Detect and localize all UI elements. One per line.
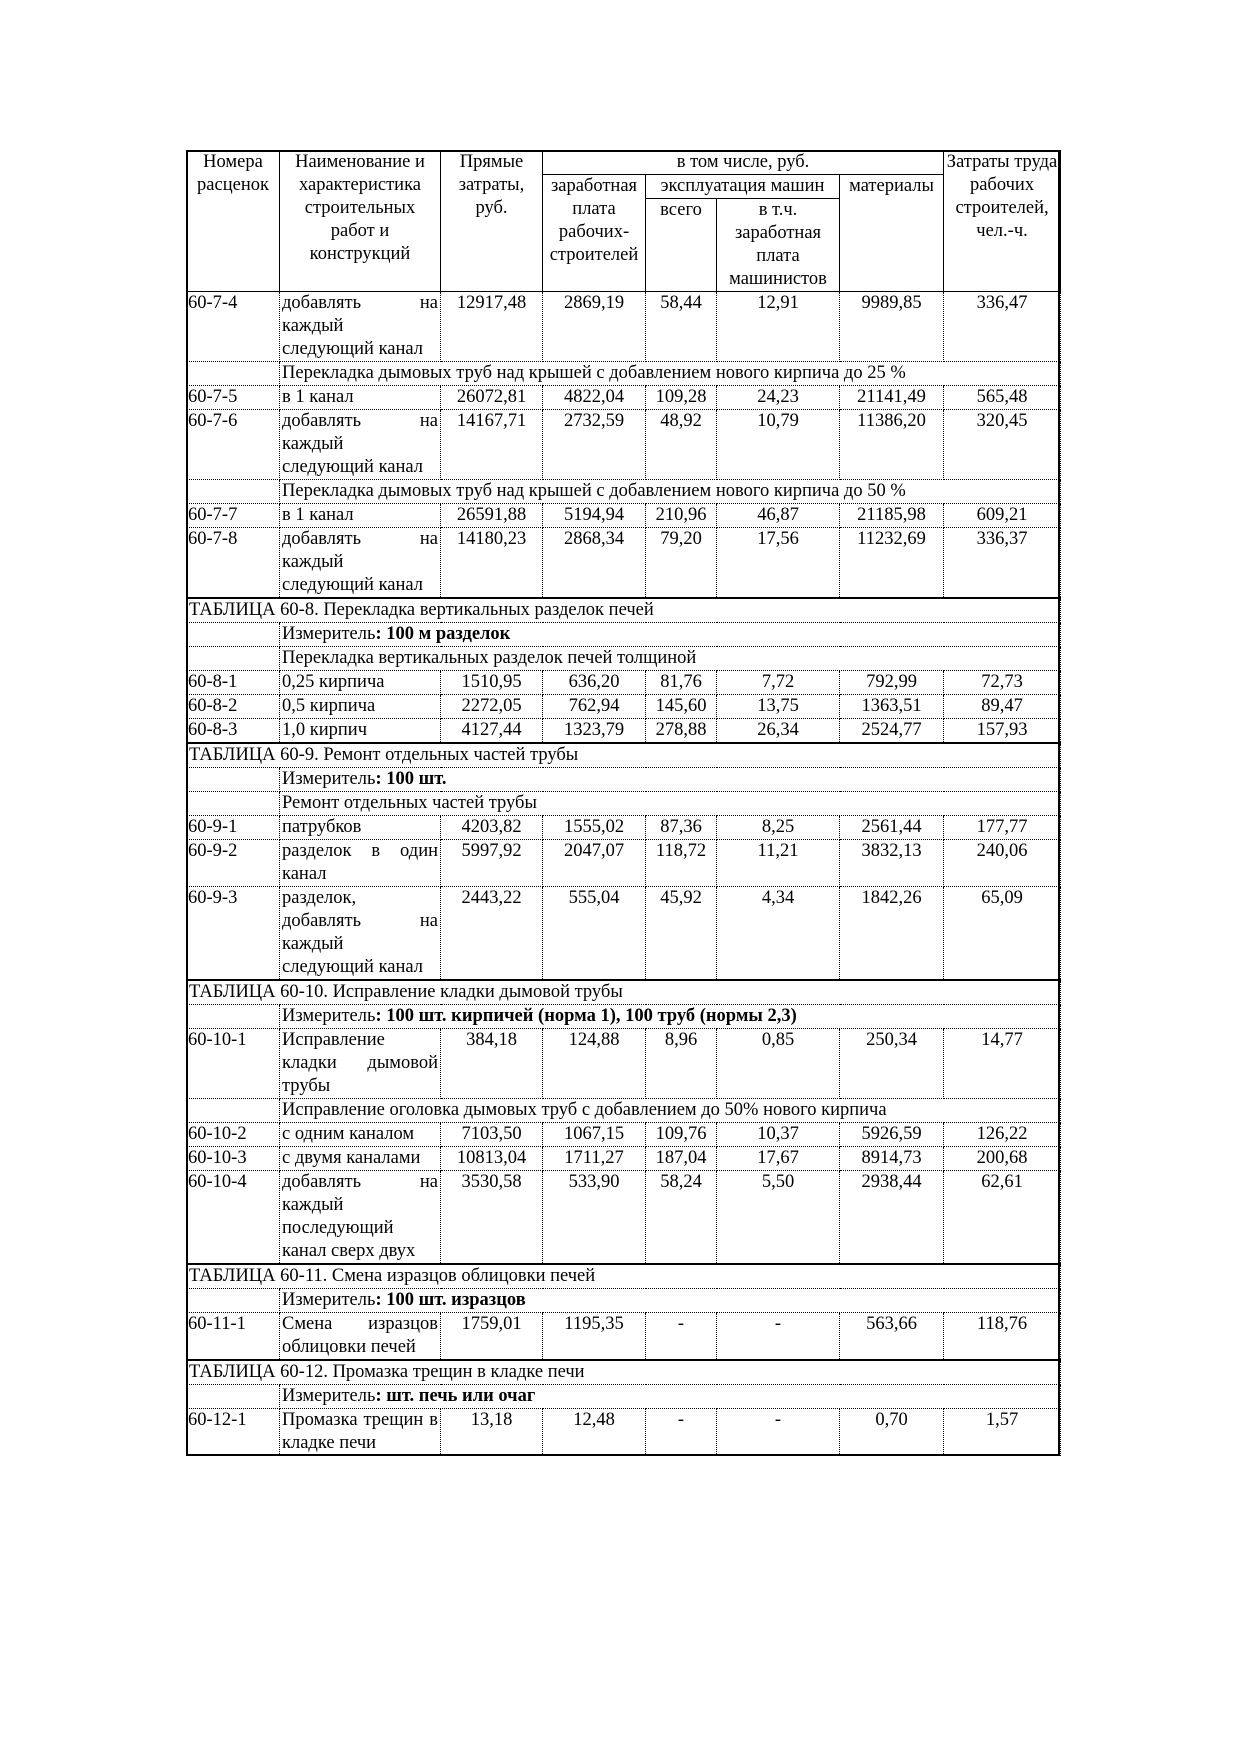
section-title: ТАБЛИЦА 60-10. Исправление кладки дымовой трубы (187, 980, 1061, 1005)
machines-total: 48,92 (646, 410, 717, 480)
table-body (187, 292, 1061, 1456)
measure-row (187, 1385, 1061, 1409)
rate-code: 60-7-5 (187, 386, 280, 410)
materials-cost: 250,34 (840, 1029, 944, 1099)
machinists-wage: 24,23 (717, 386, 840, 410)
worker-wage: 1555,02 (543, 816, 646, 840)
table-row (187, 816, 1061, 840)
direct-costs: 2443,22 (441, 887, 543, 981)
section-title-row (187, 1264, 1061, 1289)
group-spacer (187, 792, 280, 816)
measure-row (187, 1005, 1061, 1029)
machinists-wage: 11,21 (717, 840, 840, 887)
table-row (187, 719, 1061, 744)
header-including: в том числе, руб. (543, 151, 944, 175)
labor-hours: 118,76 (944, 1313, 1061, 1361)
direct-costs: 3530,58 (441, 1171, 543, 1265)
measure-spacer (187, 1005, 280, 1029)
measure-unit (280, 1385, 1061, 1409)
rates-table (186, 150, 1061, 1456)
worker-wage: 2732,59 (543, 410, 646, 480)
labor-hours: 14,77 (944, 1029, 1061, 1099)
work-name: 1,0 кирпич (280, 719, 441, 744)
measure-unit (280, 768, 1061, 792)
measure-label: Измеритель (282, 769, 376, 789)
machines-total: 58,44 (646, 292, 717, 362)
materials-cost: 5926,59 (840, 1123, 944, 1147)
direct-costs: 14167,71 (441, 410, 543, 480)
labor-hours: 565,48 (944, 386, 1061, 410)
machines-total: 79,20 (646, 528, 717, 599)
direct-costs: 384,18 (441, 1029, 543, 1099)
materials-cost: 2561,44 (840, 816, 944, 840)
table-row (187, 671, 1061, 695)
worker-wage: 1195,35 (543, 1313, 646, 1361)
rate-code: 60-11-1 (187, 1313, 280, 1361)
labor-hours: 65,09 (944, 887, 1061, 981)
worker-wage: 762,94 (543, 695, 646, 719)
section-title: ТАБЛИЦА 60-9. Ремонт отдельных частей трубы (187, 743, 1061, 768)
direct-costs: 1759,01 (441, 1313, 543, 1361)
group-heading-row (187, 792, 1061, 816)
materials-cost: 11232,69 (840, 528, 944, 599)
machinists-wage: 13,75 (717, 695, 840, 719)
group-heading: Перекладка дымовых труб над крышей с добавлением нового кирпича до 50 % (280, 480, 1061, 504)
direct-costs: 26591,88 (441, 504, 543, 528)
materials-cost: 1363,51 (840, 695, 944, 719)
table-row (187, 1123, 1061, 1147)
rate-code: 60-8-1 (187, 671, 280, 695)
machinists-wage: 10,79 (717, 410, 840, 480)
rate-code: 60-9-1 (187, 816, 280, 840)
work-name: в 1 канал (280, 504, 441, 528)
work-name: добавлять на каждый следующий канал (280, 410, 441, 480)
machinists-wage: 0,85 (717, 1029, 840, 1099)
table-row (187, 1409, 1061, 1456)
worker-wage: 2868,34 (543, 528, 646, 599)
group-heading: Перекладка дымовых труб над крышей с добавлением нового кирпича до 25 % (280, 362, 1061, 386)
header-code: Номера расценок (187, 151, 280, 292)
measure-unit (280, 623, 1061, 647)
labor-hours: 336,37 (944, 528, 1061, 599)
measure-spacer (187, 1385, 280, 1409)
materials-cost: 1842,26 (840, 887, 944, 981)
measure-unit (280, 1005, 1061, 1029)
machinists-wage: 46,87 (717, 504, 840, 528)
machines-total: 81,76 (646, 671, 717, 695)
worker-wage: 1711,27 (543, 1147, 646, 1171)
header-direct-costs: Прямые затраты, руб. (441, 151, 543, 292)
table-row (187, 695, 1061, 719)
worker-wage: 2869,19 (543, 292, 646, 362)
machinists-wage: - (717, 1313, 840, 1361)
group-heading: Исправление оголовка дымовых труб с добавлением до 50% нового кирпича (280, 1099, 1061, 1123)
group-heading-row (187, 1099, 1061, 1123)
section-title: ТАБЛИЦА 60-12. Промазка трещин в кладке печи (187, 1360, 1061, 1385)
labor-hours: 240,06 (944, 840, 1061, 887)
measure-spacer (187, 1289, 280, 1313)
measure-label: Измеритель (282, 624, 376, 644)
measure-spacer (187, 768, 280, 792)
machines-total: 45,92 (646, 887, 717, 981)
table-row (187, 840, 1061, 887)
direct-costs: 10813,04 (441, 1147, 543, 1171)
work-name: разделок в один канал (280, 840, 441, 887)
direct-costs: 2272,05 (441, 695, 543, 719)
work-name: добавлять на каждый следующий канал (280, 292, 441, 362)
table-row (187, 528, 1061, 599)
direct-costs: 12917,48 (441, 292, 543, 362)
group-heading-row (187, 647, 1061, 671)
machines-total: 109,76 (646, 1123, 717, 1147)
work-name: патрубков (280, 816, 441, 840)
machines-total: - (646, 1409, 717, 1456)
measure-label: Измеритель (282, 1290, 376, 1310)
header-machines-total: всего (646, 199, 717, 292)
machines-total: 210,96 (646, 504, 717, 528)
measure-spacer (187, 623, 280, 647)
worker-wage: 533,90 (543, 1171, 646, 1265)
table-row (187, 504, 1061, 528)
work-name: Смена изразцов облицовки печей (280, 1313, 441, 1361)
table-row (187, 386, 1061, 410)
machines-total: 118,72 (646, 840, 717, 887)
worker-wage: 1323,79 (543, 719, 646, 744)
direct-costs: 7103,50 (441, 1123, 543, 1147)
header-materials: материалы (840, 175, 944, 292)
section-title-row (187, 1360, 1061, 1385)
group-heading: Перекладка вертикальных разделок печей толщиной (280, 647, 1061, 671)
rate-code: 60-7-4 (187, 292, 280, 362)
machinists-wage: 17,56 (717, 528, 840, 599)
labor-hours: 200,68 (944, 1147, 1061, 1171)
worker-wage: 555,04 (543, 887, 646, 981)
materials-cost: 21141,49 (840, 386, 944, 410)
worker-wage: 636,20 (543, 671, 646, 695)
materials-cost: 2524,77 (840, 719, 944, 744)
materials-cost: 2938,44 (840, 1171, 944, 1265)
rate-code: 60-8-2 (187, 695, 280, 719)
direct-costs: 1510,95 (441, 671, 543, 695)
machines-total: 187,04 (646, 1147, 717, 1171)
header-machines-wage: в т.ч. заработная плата машинистов (717, 199, 840, 292)
direct-costs: 26072,81 (441, 386, 543, 410)
work-name: Промазка трещин в кладке печи (280, 1409, 441, 1456)
rate-code: 60-12-1 (187, 1409, 280, 1456)
work-name: с двумя каналами (280, 1147, 441, 1171)
measure-label: Измеритель (282, 1006, 376, 1026)
measure-value: : 100 шт. (375, 769, 447, 789)
materials-cost: 792,99 (840, 671, 944, 695)
section-title: ТАБЛИЦА 60-11. Смена изразцов облицовки печей (187, 1264, 1061, 1289)
group-spacer (187, 647, 280, 671)
materials-cost: 11386,20 (840, 410, 944, 480)
machines-total: 58,24 (646, 1171, 717, 1265)
measure-row (187, 768, 1061, 792)
work-name: разделок, добавлять на каждый следующий канал (280, 887, 441, 981)
group-spacer (187, 1099, 280, 1123)
rate-code: 60-7-7 (187, 504, 280, 528)
header-name: Наименование и характеристика строительных работ и конструкций (280, 151, 441, 292)
machinists-wage: - (717, 1409, 840, 1456)
group-heading-row (187, 362, 1061, 386)
machines-total: - (646, 1313, 717, 1361)
labor-hours: 177,77 (944, 816, 1061, 840)
machines-total: 8,96 (646, 1029, 717, 1099)
machinists-wage: 12,91 (717, 292, 840, 362)
direct-costs: 14180,23 (441, 528, 543, 599)
labor-hours: 320,45 (944, 410, 1061, 480)
header-machines: эксплуатация машин (646, 175, 840, 199)
measure-value: : шт. печь или очаг (375, 1386, 536, 1406)
materials-cost: 8914,73 (840, 1147, 944, 1171)
materials-cost: 563,66 (840, 1313, 944, 1361)
work-name: 0,25 кирпича (280, 671, 441, 695)
measure-value: : 100 шт. кирпичей (норма 1), 100 труб (нормы 2,3) (375, 1006, 797, 1026)
machinists-wage: 8,25 (717, 816, 840, 840)
rate-code: 60-8-3 (187, 719, 280, 744)
labor-hours: 126,22 (944, 1123, 1061, 1147)
machines-total: 109,28 (646, 386, 717, 410)
labor-hours: 72,73 (944, 671, 1061, 695)
direct-costs: 4203,82 (441, 816, 543, 840)
materials-cost: 0,70 (840, 1409, 944, 1456)
section-title: ТАБЛИЦА 60-8. Перекладка вертикальных разделок печей (187, 598, 1061, 623)
rate-code: 60-10-2 (187, 1123, 280, 1147)
table-row (187, 292, 1061, 362)
labor-hours: 62,61 (944, 1171, 1061, 1265)
group-spacer (187, 362, 280, 386)
table-row (187, 1171, 1061, 1265)
worker-wage: 4822,04 (543, 386, 646, 410)
machinists-wage: 26,34 (717, 719, 840, 744)
worker-wage: 124,88 (543, 1029, 646, 1099)
section-title-row (187, 980, 1061, 1005)
rate-code: 60-9-2 (187, 840, 280, 887)
work-name: добавлять на каждый следующий канал (280, 528, 441, 599)
labor-hours: 609,21 (944, 504, 1061, 528)
machinists-wage: 7,72 (717, 671, 840, 695)
work-name: с одним каналом (280, 1123, 441, 1147)
work-name: Исправление кладки дымовой трубы (280, 1029, 441, 1099)
worker-wage: 2047,07 (543, 840, 646, 887)
labor-hours: 89,47 (944, 695, 1061, 719)
labor-hours: 1,57 (944, 1409, 1061, 1456)
rate-code: 60-10-3 (187, 1147, 280, 1171)
machinists-wage: 10,37 (717, 1123, 840, 1147)
measure-value: : 100 шт. изразцов (375, 1290, 526, 1310)
group-heading: Ремонт отдельных частей трубы (280, 792, 1061, 816)
measure-unit (280, 1289, 1061, 1313)
materials-cost: 3832,13 (840, 840, 944, 887)
machinists-wage: 4,34 (717, 887, 840, 981)
header-labor: Затраты труда рабочих строителей, чел.-ч. (944, 151, 1061, 292)
work-name: добавлять на каждый последующий канал сверх двух (280, 1171, 441, 1265)
work-name: 0,5 кирпича (280, 695, 441, 719)
direct-costs: 5997,92 (441, 840, 543, 887)
group-spacer (187, 480, 280, 504)
rate-code: 60-9-3 (187, 887, 280, 981)
machinists-wage: 5,50 (717, 1171, 840, 1265)
work-name: в 1 канал (280, 386, 441, 410)
direct-costs: 4127,44 (441, 719, 543, 744)
rate-code: 60-10-1 (187, 1029, 280, 1099)
rate-code: 60-7-6 (187, 410, 280, 480)
direct-costs: 13,18 (441, 1409, 543, 1456)
labor-hours: 157,93 (944, 719, 1061, 744)
machines-total: 87,36 (646, 816, 717, 840)
table-row (187, 410, 1061, 480)
measure-value: : 100 м разделок (375, 624, 511, 644)
header-wage: заработная плата рабочих-строителей (543, 175, 646, 292)
section-title-row (187, 743, 1061, 768)
worker-wage: 5194,94 (543, 504, 646, 528)
table-header (187, 151, 1061, 292)
section-title-row (187, 598, 1061, 623)
worker-wage: 1067,15 (543, 1123, 646, 1147)
materials-cost: 9989,85 (840, 292, 944, 362)
worker-wage: 12,48 (543, 1409, 646, 1456)
table-row (187, 887, 1061, 981)
rate-code: 60-7-8 (187, 528, 280, 599)
machines-total: 145,60 (646, 695, 717, 719)
group-heading-row (187, 480, 1061, 504)
measure-row (187, 1289, 1061, 1313)
labor-hours: 336,47 (944, 292, 1061, 362)
measure-label: Измеритель (282, 1386, 376, 1406)
machinists-wage: 17,67 (717, 1147, 840, 1171)
materials-cost: 21185,98 (840, 504, 944, 528)
rate-code: 60-10-4 (187, 1171, 280, 1265)
table-row (187, 1029, 1061, 1099)
table-row (187, 1313, 1061, 1361)
machines-total: 278,88 (646, 719, 717, 744)
table-row (187, 1147, 1061, 1171)
measure-row (187, 623, 1061, 647)
